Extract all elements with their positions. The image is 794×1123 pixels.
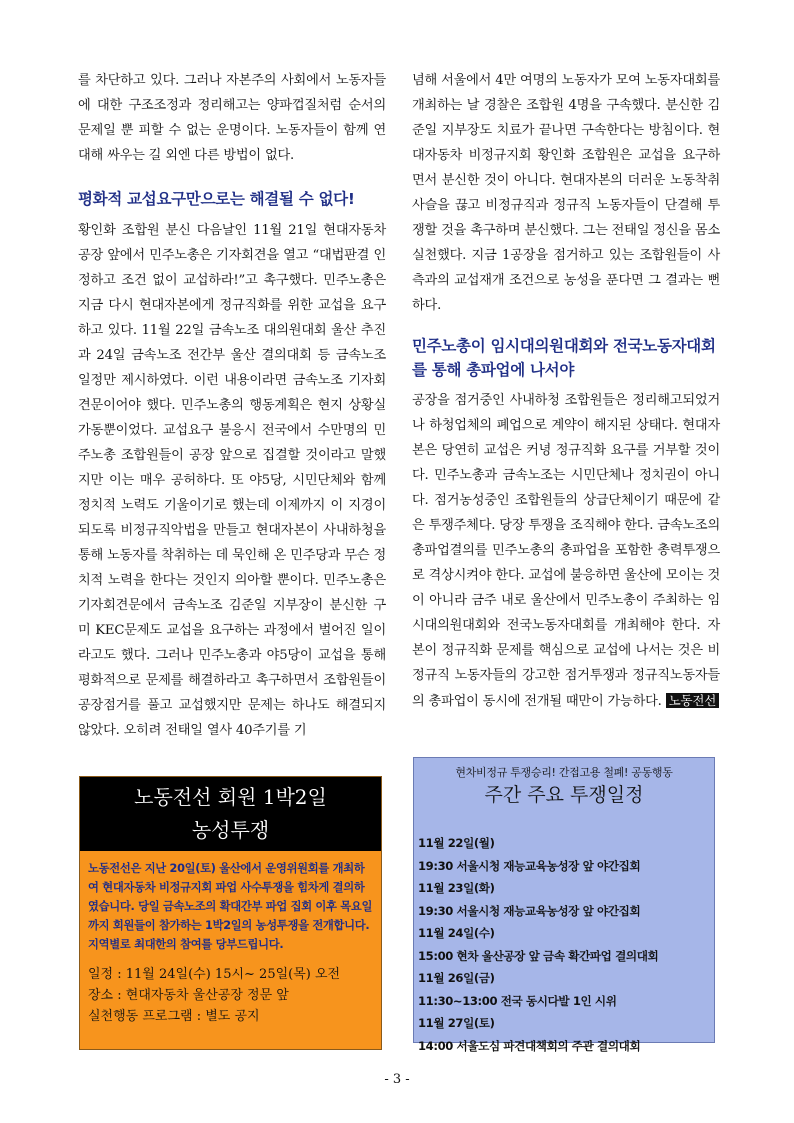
right-paragraph-1: 념해 서울에서 4만 여명의 노동자가 모여 노동자대회를 개최하는 날 경찰은 조합원 4명을 구속했다. 분신한 김준일 지부장도 치료가 끝나면 구속한다는 방침이다. 현대자동차 비정규지회 황인화 조합원은 교섭을 요구하면서 분신한 것이 아니다. 현대자본의 더러운 노동착취 사슬을 끊고 비정규직과 정규직 노동자들이 단결해 투쟁할 것을 촉구하며 분신했다. 그는 전태일 정신을 몸소 실천했다. 지금 1공장을 점거하고 있는 조합원들이 사측과의 교섭재개 조건으로 농성을 푼다면 그 결과는 뻔하다.	[412, 73, 721, 313]
event-schedule: 일정 : 11월 24일(수) 15시~ 25일(목) 오전	[88, 967, 341, 982]
event-notice-box	[79, 776, 382, 1050]
weekly-schedule-box	[413, 757, 715, 1053]
schedule-event: 14:00 서울도심 파견대책회의 주관 결의대회	[418, 1038, 641, 1053]
left-paragraph-2: 황인화 조합원 분신 다음날인 11월 21일 현대자동차 공장 앞에서 민주노총은 기자회견을 열고 “대법판결 인정하고 조건 없이 교섭하라!”고 촉구했다. 민주노총은 지금 다시 현대자본에게 정규직화를 위한 교섭을 요구하고 있다. 11월 22일 금속노조 대의원대회 울산 추진과 24일 금속노조 전간부 울산 결의대회 등 금속노조 일정만 제시하였다. 이런 내용이라면 금속노조 기자회견문이어야 했다. 민주노총의 행동계획은 현지 상황실 가동뿐이었다. 교섭요구 불응시 전국에서 수만명의 민주노총 조합원들이 공장 앞으로 집결할 것이라고 말했지만 이는 매우 공허하다. 또 야5당, 시민단체와 함께 정치적 노력도 기울이기로 했는데 이제까지 이 지경이 되도록 비정규직악법을 만들고 현대자본이 사내하청을 통해 노동자를 착취하는 데 묵인해 온 민주당과 무슨 정치적 노력을 한다는 것인지 의아할 뿐이다. 민주노총은 기자회견문에서 금속노조 김준일 지부장이 분신한 구미 KEC문제도 교섭을 요구하는 과정에서 벌어진 일이라고도 했다. 그러나 민주노총과 야5당이 교섭을 통해 평화적으로 문제를 해결하라고 촉구하면서 조합원들이 공장점거를 풀고 교섭했지만 문제는 하나도 해결되지 않았다. 오히려 전태일 열사 40주기를 기	[78, 223, 386, 738]
event-details	[80, 954, 381, 1027]
left-paragraph-1: 를 차단하고 있다. 그러나 자본주의 사회에서 노동자들에 대한 구조조정과 정리해고는 양파껍질처럼 순서의 문제일 뿐 피할 수 없는 운명이다. 노동자들이 함께 연대해 싸우는 길 외엔 다른 방법이 없다.	[78, 73, 386, 163]
event-program: 실천행동 프로그램 : 별도 공지	[88, 1009, 260, 1024]
schedule-date: 11월 26일(금)	[418, 971, 495, 985]
schedule-date: 11월 22일(월)	[418, 836, 495, 850]
right-paragraph-2	[412, 388, 720, 714]
event-notice-title-line1: 노동전선 회원 1박2일	[134, 785, 327, 809]
page-number: - 3 -	[384, 1072, 410, 1087]
right-column	[412, 68, 720, 714]
event-announcement: 노동전선은 지난 20일(토) 울산에서 운영위원회를 개최하여 현대자동차 비정규지회 파업 사수투쟁을 힘차게 결의하였습니다. 당일 금속노조의 확대간부 파업 집회 이후 목요일까지 회원들이 참가하는 1박2일의 농성투쟁을 전개합니다. 지역별로 최대한의 참여를 당부드립니다.	[88, 862, 373, 951]
schedule-subtitle: 현차비정규 투쟁승리! 간접고용 철폐! 공동행동	[455, 766, 673, 779]
section-heading-1: 평화적 교섭요구만으로는 해결될 수 없다!	[78, 190, 355, 208]
schedule-event: 11:30~13:00 전국 동시다발 1인 시위	[418, 993, 617, 1008]
event-notice-title-line2: 농성투쟁	[191, 818, 270, 842]
schedule-title: 주간 주요 투쟁일정	[484, 784, 644, 806]
source-tag: 노동전선	[666, 693, 720, 708]
event-notice-header	[80, 777, 381, 851]
section-heading-2: 민주노총이 임시대의원대회와 전국노동자대회를 통해 총파업에 나서야	[412, 337, 716, 379]
schedule-date: 11월 23일(화)	[418, 881, 495, 895]
left-column	[78, 68, 386, 743]
schedule-date: 11월 24일(수)	[418, 926, 495, 940]
schedule-date: 11월 27일(토)	[418, 1016, 495, 1030]
schedule-event: 15:00 현차 울산공장 앞 금속 확간파업 결의대회	[418, 948, 659, 963]
event-place: 장소 : 현대자동차 울산공장 정문 앞	[88, 988, 289, 1003]
schedule-event: 19:30 서울시청 재능교육농성장 앞 야간집회	[418, 903, 641, 918]
schedule-list	[414, 808, 714, 1057]
schedule-event: 19:30 서울시청 재능교육농성장 앞 야간집회	[418, 858, 641, 873]
right-paragraph-2-text: 공장을 점거중인 사내하청 조합원들은 정리해고되었거나 하청업체의 폐업으로 계약이 해지된 상태다. 현대자본은 당연히 교섭은 커녕 정규직화 요구를 거부할 것이다. 민주노총과 금속노조는 시민단체나 정치권이 아니다. 점거농성중인 조합원들의 상급단체이기 때문에 같은 투쟁주체다. 당장 투쟁을 조직해야 한다. 금속노조의 총파업결의를 민주노총의 총파업을 포함한 총력투쟁으로 격상시켜야 한다. 교섭에 불응하면 울산에 모이는 것이 아니라 금주 내로 울산에서 민주노총이 주최하는 임시대의원대회와 전국노동자대회를 개최해야 한다. 자본이 정규직화 문제를 핵심으로 교섭에 나서는 것은 비정규직 노동자들의 강고한 점거투쟁과 정규직노동자들의 총파업이 동시에 전개될 때만이 가능하다.	[412, 393, 720, 709]
